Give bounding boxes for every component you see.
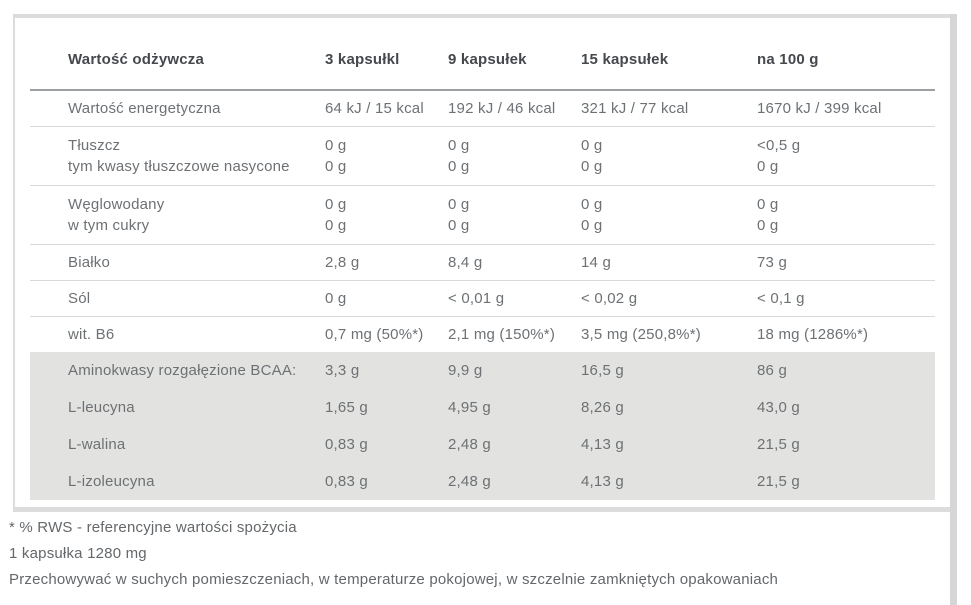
cell-value-text: < 0,1 g [757, 290, 805, 307]
cell-value [581, 397, 757, 418]
cell-value-text: 1,65 g [325, 399, 368, 416]
cell-value [581, 252, 757, 273]
frame-border-left [13, 14, 15, 511]
column-header-text: na 100 g [757, 51, 819, 68]
cell-value-text: 0,7 mg (50%*) [325, 326, 424, 343]
cell-value-text: 0 g [757, 196, 779, 213]
table-row [30, 463, 935, 500]
frame-border-right [950, 14, 957, 605]
cell-value-text: 2,8 g [325, 254, 360, 271]
cell-value-text: 3,3 g [325, 362, 360, 379]
cell-value [581, 194, 757, 236]
table-row [30, 186, 935, 245]
cell-value [325, 135, 448, 177]
cell-value [757, 397, 935, 418]
column-header-label-text: Wartość odżywcza [68, 51, 205, 68]
footnotes [9, 520, 778, 598]
cell-value [325, 252, 448, 273]
cell-value-text: 0 g [448, 137, 470, 154]
cell-value [325, 288, 448, 309]
table-header-row [30, 30, 935, 91]
row-label [30, 324, 325, 345]
cell-value-text: 2,48 g [448, 473, 491, 490]
table-row [30, 91, 935, 127]
table-row [30, 352, 935, 389]
cell-value [757, 98, 935, 119]
cell-value [325, 194, 448, 236]
column-header [757, 49, 935, 70]
frame-border-top [13, 14, 957, 18]
cell-value-text: 14 g [581, 254, 611, 271]
cell-value [448, 252, 581, 273]
cell-value-text: 21,5 g [757, 436, 800, 453]
cell-value-text: 21,5 g [757, 473, 800, 490]
cell-value-text: 0 g [325, 290, 347, 307]
cell-value-text: 18 mg (1286%*) [757, 326, 869, 343]
row-label-text: Sól [68, 290, 91, 307]
cell-value [448, 98, 581, 119]
table-row [30, 281, 935, 317]
cell-value [757, 324, 935, 345]
cell-value [325, 324, 448, 345]
table-row [30, 317, 935, 352]
cell-value [448, 397, 581, 418]
row-label [30, 252, 325, 273]
table-row [30, 127, 935, 186]
cell-value-text: 2,48 g [448, 436, 491, 453]
cell-value-text: 8,4 g [448, 254, 483, 271]
cell-value [581, 98, 757, 119]
row-label-text: tym kwasy tłuszczowe nasycone [68, 158, 290, 175]
cell-value [448, 360, 581, 381]
cell-value-text: 0 g [581, 158, 603, 175]
row-label-text: Wartość energetyczna [68, 100, 221, 117]
cell-value-text: 0 g [581, 196, 603, 213]
cell-value-text: 8,26 g [581, 399, 624, 416]
column-header-text: 9 kapsułek [448, 51, 527, 68]
cell-value-text: 86 g [757, 362, 787, 379]
cell-value-text: 9,9 g [448, 362, 483, 379]
cell-value [757, 434, 935, 455]
row-label [30, 360, 325, 381]
cell-value-text: 1670 kJ / 399 kcal [757, 100, 882, 117]
row-label [30, 135, 325, 177]
cell-value [581, 324, 757, 345]
nutrition-facts-table [30, 30, 935, 500]
row-label [30, 98, 325, 119]
cell-value-text: < 0,01 g [448, 290, 505, 307]
cell-value [757, 288, 935, 309]
row-label-text: Węglowodany [68, 196, 165, 213]
row-label-text: wit. B6 [68, 326, 115, 343]
cell-value [581, 471, 757, 492]
cell-value-text: 0 g [757, 158, 779, 175]
cell-value-text: 321 kJ / 77 kcal [581, 100, 689, 117]
cell-value [581, 434, 757, 455]
cell-value-text: <0,5 g [757, 137, 801, 154]
cell-value [448, 135, 581, 177]
column-header [448, 49, 581, 70]
cell-value [448, 288, 581, 309]
table-row [30, 389, 935, 426]
cell-value [757, 135, 935, 177]
cell-value-text: 0 g [448, 158, 470, 175]
column-header [325, 49, 448, 70]
cell-value-text: 3,5 mg (250,8%*) [581, 326, 701, 343]
cell-value-text: 16,5 g [581, 362, 624, 379]
column-header [581, 49, 757, 70]
row-label [30, 434, 325, 455]
cell-value [757, 194, 935, 236]
cell-value [325, 434, 448, 455]
row-label-text: Tłuszcz [68, 137, 121, 154]
cell-value [325, 98, 448, 119]
cell-value [325, 360, 448, 381]
row-label-text: L-walina [68, 436, 126, 453]
frame-border-bottom [13, 507, 950, 512]
cell-value-text: 0,83 g [325, 473, 368, 490]
cell-value [581, 135, 757, 177]
cell-value [448, 194, 581, 236]
cell-value [581, 360, 757, 381]
row-label-text: L-izoleucyna [68, 473, 155, 490]
cell-value [757, 471, 935, 492]
cell-value-text: 0 g [448, 217, 470, 234]
row-label [30, 288, 325, 309]
cell-value-text: < 0,02 g [581, 290, 638, 307]
cell-value-text: 4,13 g [581, 473, 624, 490]
cell-value [325, 471, 448, 492]
column-header-label [30, 49, 325, 70]
cell-value-text: 2,1 mg (150%*) [448, 326, 556, 343]
row-label [30, 471, 325, 492]
column-header-text: 3 kapsułkl [325, 51, 400, 68]
row-label [30, 397, 325, 418]
footnote-rws: * % RWS - referencyjne wartości spożycia [9, 519, 297, 536]
cell-value-text: 64 kJ / 15 kcal [325, 100, 424, 117]
cell-value-text: 0 g [325, 137, 347, 154]
cell-value [448, 434, 581, 455]
cell-value [325, 397, 448, 418]
footnote-storage: Przechowywać w suchych pomieszczeniach, w temperaturze pokojowej, w szczelnie zamkniętych opakowaniach [9, 571, 779, 588]
row-label [30, 194, 325, 236]
cell-value-text: 0 g [757, 217, 779, 234]
row-label-text: Aminokwasy rozgałęzione BCAA: [68, 362, 297, 379]
cell-value-text: 192 kJ / 46 kcal [448, 100, 556, 117]
cell-value [757, 360, 935, 381]
row-label-text: w tym cukry [68, 217, 150, 234]
cell-value [448, 324, 581, 345]
table-row [30, 245, 935, 281]
cell-value-text: 4,95 g [448, 399, 491, 416]
footnote-capsule-mass: 1 kapsułka 1280 mg [9, 545, 147, 562]
cell-value-text: 0 g [581, 217, 603, 234]
cell-value-text: 0 g [448, 196, 470, 213]
row-label-text: L-leucyna [68, 399, 135, 416]
cell-value-text: 0 g [325, 158, 347, 175]
cell-value-text: 0 g [325, 196, 347, 213]
cell-value-text: 0,83 g [325, 436, 368, 453]
column-header-text: 15 kapsułek [581, 51, 669, 68]
cell-value [757, 252, 935, 273]
cell-value-text: 73 g [757, 254, 787, 271]
cell-value [581, 288, 757, 309]
cell-value-text: 43,0 g [757, 399, 800, 416]
table-row [30, 426, 935, 463]
cell-value-text: 0 g [581, 137, 603, 154]
cell-value-text: 4,13 g [581, 436, 624, 453]
row-label-text: Białko [68, 254, 111, 271]
cell-value [448, 471, 581, 492]
cell-value-text: 0 g [325, 217, 347, 234]
